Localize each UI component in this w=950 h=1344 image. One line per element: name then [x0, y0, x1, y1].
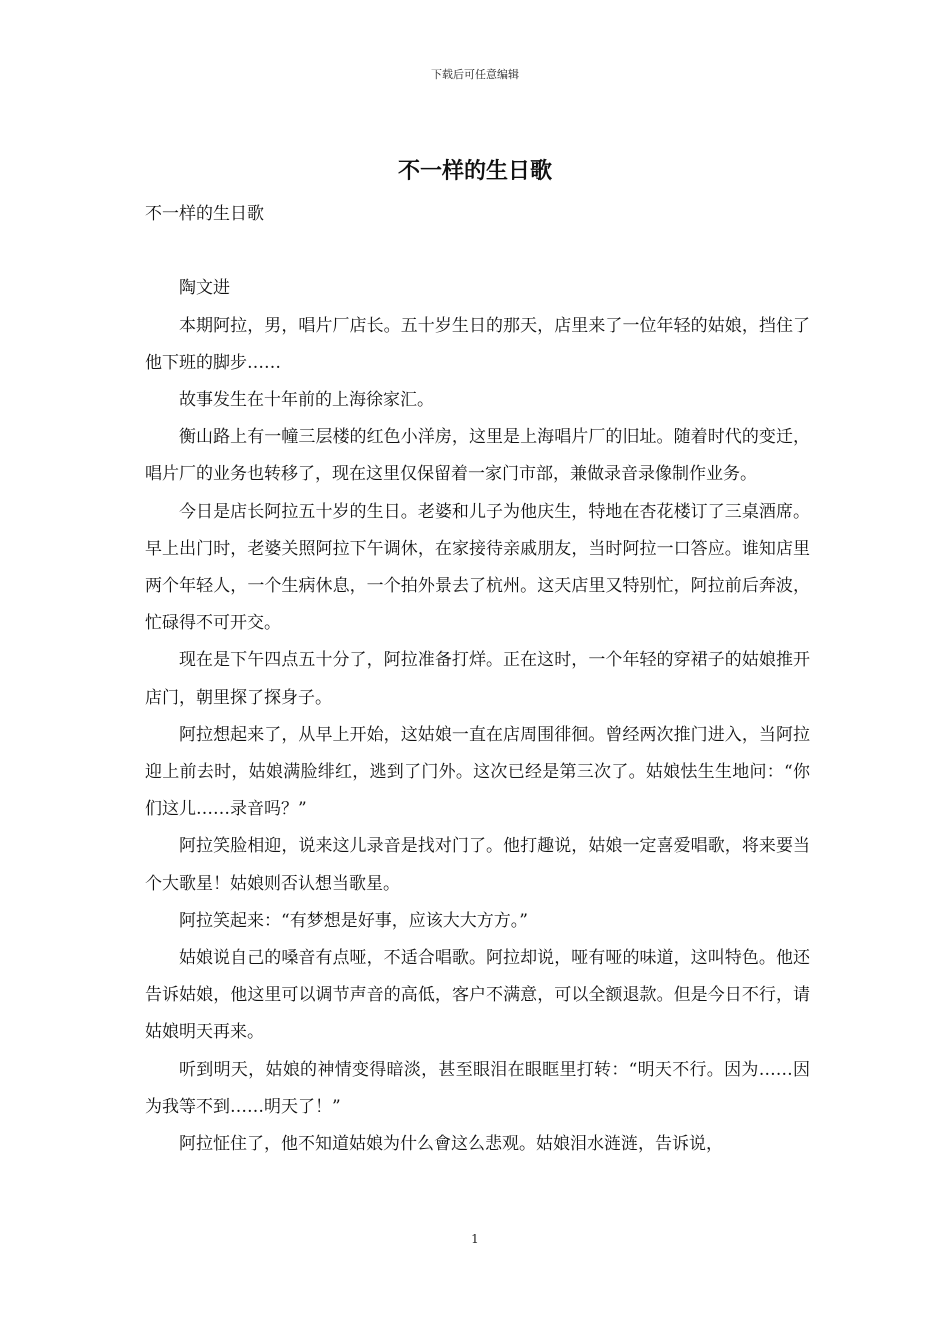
paragraph: 阿拉笑起来：“有梦想是好事，应该大大方方。”	[179, 910, 528, 931]
paragraph: 故事发生在十年前的上海徐家汇。	[179, 390, 434, 410]
paragraph: 今日是店长阿拉五十岁的生日。老婆和儿子为他庆生，特地在杏花楼订了三桌酒席。早上出门时，老婆关照阿拉下午调休，在家接待亲戚朋友，当时阿拉一口答应。谁知店里两个年轻人，一个生病休息，一个拍外景去了杭州。这天店里又特别忙，阿拉前后奔波，忙碌得不可开交。	[145, 501, 810, 634]
subtitle-line: 不一样的生日歌	[145, 204, 264, 224]
paragraph: 衡山路上有一幢三层楼的红色小洋房，这里是上海唱片厂的旧址。随着时代的变迁，唱片厂的业务也转移了，现在这里仅保留着一家门市部，兼做录音录像制作业务。	[145, 427, 810, 485]
page-number: 1	[471, 1232, 479, 1246]
paragraph: 阿拉想起来了，从早上开始，这姑娘一直在店周围徘徊。曾经两次推门进入，当阿拉迎上前去时，姑娘满脸绯红，逃到了门外。这次已经是第三次了。姑娘怯生生地问：“你们这儿……录音吗？”	[145, 724, 810, 820]
paragraph: 阿拉怔住了，他不知道姑娘为什么會这么悲观。姑娘泪水涟涟，告诉说，	[179, 1134, 723, 1155]
paragraph: 本期阿拉，男，唱片厂店长。五十岁生日的那天，店里来了一位年轻的姑娘，挡住了他下班的脚步……	[145, 315, 810, 373]
document-title: 不一样的生日歌	[397, 158, 552, 184]
paragraph: 现在是下午四点五十分了，阿拉准备打烊。正在这时，一个年轻的穿裙子的姑娘推开店门，朝里探了探身子。	[145, 650, 810, 708]
document-body	[145, 196, 810, 1163]
author-line: 陶文进	[179, 278, 230, 299]
paragraph: 听到明天，姑娘的神情变得暗淡，甚至眼泪在眼眶里打转：“明天不行。因为……因为我等不到……明天了！”	[145, 1059, 810, 1117]
paragraph: 阿拉笑脸相迎，说来这儿录音是找对门了。他打趣说，姑娘一定喜爱唱歌，将来要当个大歌星！姑娘则否认想当歌星。	[145, 836, 810, 894]
blank-line	[145, 233, 810, 270]
header-note: 下载后可任意编辑	[431, 68, 519, 81]
paragraph: 姑娘说自己的嗓音有点哑，不适合唱歌。阿拉却说，哑有哑的味道，这叫特色。他还告诉姑娘，他这里可以调节声音的高低，客户不满意，可以全额退款。但是今日不行，请姑娘明天再来。	[145, 948, 810, 1043]
